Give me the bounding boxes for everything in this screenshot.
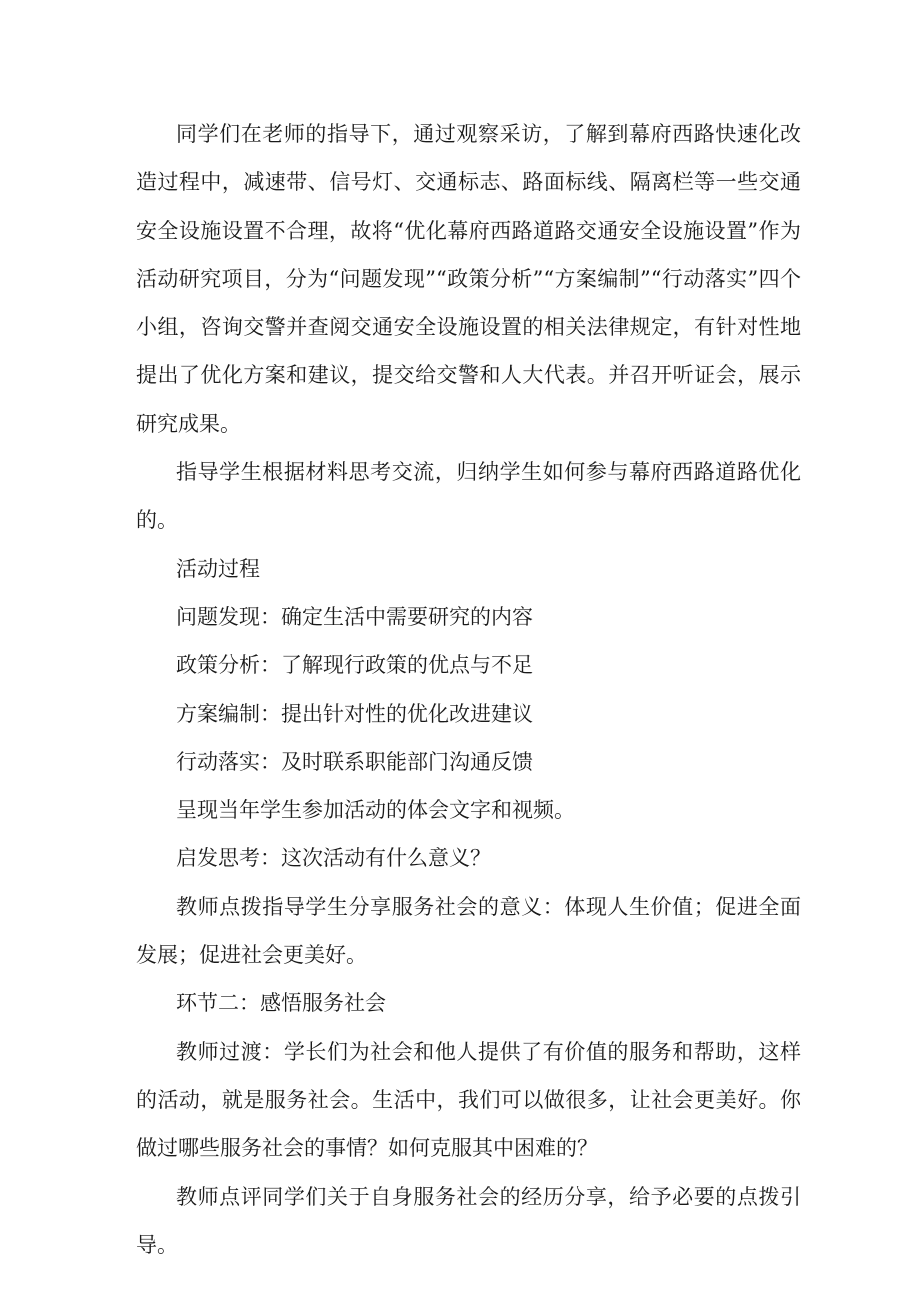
paragraph-present-reflections: 呈现当年学生参加活动的体会文字和视频。 <box>176 798 575 823</box>
paragraph-plan-drafting: 方案编制：提出针对性的优化改进建议 <box>176 701 533 726</box>
paragraph-teacher-comment: 教师点评同学们关于自身服务社会的经历分享，给予必要的点拨引导。 <box>136 1184 801 1257</box>
paragraph-policy-analysis: 政策分析：了解现行政策的优点与不足 <box>176 653 533 678</box>
paragraph-action-implementation: 行动落实：及时联系职能部门沟通反馈 <box>176 749 533 774</box>
paragraph-activity-process: 活动过程 <box>176 556 260 581</box>
paragraph-teacher-guidance-meaning: 教师点拨指导学生分享服务社会的意义：体现人生价值；促进全面发展；促进社会更美好。 <box>136 894 801 968</box>
paragraph-teacher-transition: 教师过渡：学长们为社会和他人提供了有价值的服务和帮助，这样的活动，就是服务社会。生活中，我们可以做很多，让社会更美好。你做过哪些服务社会的事情？如何克服其中困难的？ <box>136 1039 801 1161</box>
paragraph-guidance: 指导学生根据材料思考交流，归纳学生如何参与幕府西路道路优化的。 <box>136 460 801 533</box>
paragraph-section-two-heading: 环节二：感悟服务社会 <box>176 991 386 1016</box>
paragraph-project-intro: 同学们在老师的指导下，通过观察采访，了解到幕府西路快速化改造过程中，减速带、信号灯、交通标志、路面标线、隔离栏等一些交通安全设施设置不合理，故将“优化幕府西路道路交通安全设施设置”作为活动研究项目，分为“问题发现”“政策分析”“方案编制”“行动落实”四个小组，咨询交警并查阅交通安全设施设置的相关法律规定，有针对性地提出了优化方案和建议，提交给交警和人大代表。并召开听证会，展示研究成果。 <box>136 122 801 436</box>
paragraph-inspire-thinking: 启发思考：这次活动有什么意义？ <box>176 846 491 871</box>
document-body <box>136 110 801 1269</box>
paragraph-problem-discovery: 问题发现：确定生活中需要研究的内容 <box>176 604 533 629</box>
